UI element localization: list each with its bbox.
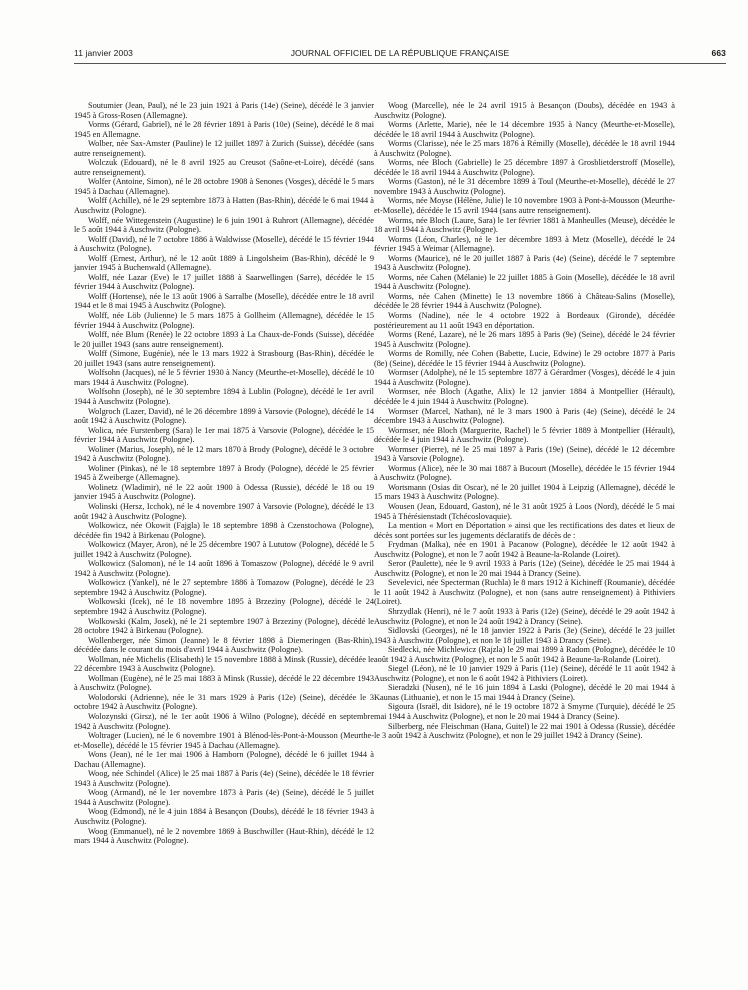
record-entry: Worms (Gaston), né le 31 décembre 1899 à Toul (Meurthe-et-Moselle), décédé le 27 novembre 1943 à Auschwitz (Pologne). bbox=[374, 177, 675, 196]
record-entry: Wolff, née Löb (Julienne) le 5 mars 1875 à Gollheim (Allemagne), décédée le 15 février 1944 à Auschwitz (Pologne). bbox=[74, 311, 374, 330]
record-entry: Wolkowski (Kalm, Josek), né le 21 septembre 1907 à Brzeziny (Pologne), décédé le 28 octobre 1942 à Birkenau (Pologne). bbox=[74, 616, 374, 636]
record-entry: Worms, née Bloch (Laure, Sara) le 1er février 1881 à Manheulles (Meuse), décédée le 18 avril 1944 à Auschwitz (Pologne). bbox=[374, 215, 675, 235]
record-entry: Wormser (Pierre), né le 25 mai 1897 à Paris (19e) (Seine), décédé le 12 décembre 1943 à Varsovie (Pologne). bbox=[374, 444, 675, 464]
journal-title: JOURNAL OFFICIEL DE LA RÉPUBLIQUE FRANÇAISE bbox=[290, 48, 510, 58]
record-entry: Shrzydlak (Henri), né le 7 août 1933 à Paris (12e) (Seine), décédé le 29 août 1942 à Auschwitz (Pologne), et non le 24 août 1942 à Drancy (Seine). bbox=[374, 606, 675, 626]
page-number: 663 bbox=[711, 48, 726, 58]
record-entry: Wolff (David), né le 7 octobre 1886 à Waldwisse (Moselle), décédé le 15 février 1944 à Auschwitz (Pologne). bbox=[74, 234, 374, 254]
record-entry: Vorms (Gérard, Gabriel), né le 28 février 1891 à Paris (10e) (Seine), décédé le 8 mai 1945 en Allemagne. bbox=[74, 120, 374, 139]
record-entry: Woog (Armand), né le 1er novembre 1873 à Paris (4e) (Seine), décédé le 5 juillet 1944 à Auschwitz (Pologne). bbox=[74, 788, 374, 807]
record-entry: Wolfsohn (Joseph), né le 30 septembre 1894 à Lublin (Pologne), décédé le 1er avril 1944 à Auschwitz (Pologne). bbox=[74, 387, 374, 406]
record-entry: Sigoura (Israël, dit Isidore), né le 19 octobre 1872 à Smyrne (Turquie), décédé le 25 mai 1944 à Auschwitz (Pologne), et non le 20 mai 1944 à Drancy (Seine). bbox=[374, 702, 675, 721]
left-column bbox=[74, 101, 374, 846]
record-entry: Woog (Emmanuel), né le 2 novembre 1869 à Buschwiller (Haut-Rhin), décédé le 12 mars 1944 à Auschwitz (Pologne). bbox=[74, 826, 374, 846]
right-column bbox=[374, 101, 675, 741]
record-entry: Wousen (Jean, Edouard, Gaston), né le 31 août 1925 à Loos (Nord), décédé le 5 mai 1945 à Thérésienstadt (Tchécoslovaquie). bbox=[374, 501, 675, 521]
record-entry: Wolczuk (Edouard), né le 8 avril 1925 au Creusot (Saône-et-Loire), décédé (sans autre renseignement). bbox=[74, 158, 374, 177]
record-entry: Wons (Jean), né le 1er mai 1906 à Hamborn (Pologne), décédé le 6 juillet 1944 à Dachau (Allemagne). bbox=[74, 750, 374, 769]
record-entry: Wolinski (Hersz, Icchok), né le 4 novembre 1907 à Varsovie (Pologne), décédé le 13 août 1942 à Auschwitz (Pologne). bbox=[74, 501, 374, 521]
record-entry: Wollman, née Michelis (Elisabeth) le 15 novembre 1888 à Minsk (Russie), décédée le 22 décembre 1943 à Auschwitz (Pologne). bbox=[74, 654, 374, 674]
record-entry: Worms (Clarisse), née le 25 mars 1876 à Rémilly (Moselle), décédée le 18 avril 1944 à Auschwitz (Pologne). bbox=[374, 139, 675, 158]
record-entry: Soutumier (Jean, Paul), né le 23 juin 1921 à Paris (14e) (Seine), décédé le 3 janvier 1945 à Gross-Rosen (Allemagne). bbox=[74, 101, 374, 120]
record-entry: Wolff (Simone, Eugénie), née le 13 mars 1922 à Strasbourg (Bas-Rhin), décédée le 20 juillet 1943 (sans autre renseignement). bbox=[74, 349, 374, 368]
record-entry: Siegel (Léon), né le 10 janvier 1929 à Paris (11e) (Seine), décédé le 11 août 1942 à Auschwitz (Pologne), et non le 6 août 1942 à Pithiviers (Loiret). bbox=[374, 664, 675, 683]
record-entry: Wolkowicz (Yankel), né le 27 septembre 1886 à Tomazow (Pologne), décédé le 23 septembre 1942 à Auschwitz (Pologne). bbox=[74, 578, 374, 597]
record-entry: Wolkowski (Icek), né le 18 novembre 1895 à Brzeziny (Pologne), décédé le 24 septembre 1942 à Auschwitz (Pologne). bbox=[74, 597, 374, 616]
record-entry: Worms, née Moyse (Hélène, Julie) le 10 novembre 1903 à Pont-à-Mousson (Meurthe-et-Moselle), décédée le 15 avril 1944 (sans autre renseignement). bbox=[374, 196, 675, 216]
record-entry: La mention « Mort en Déportation » ainsi que les rectifications des dates et lieux de décès sont portées sur les jugements déclaratifs de décès de : bbox=[374, 521, 675, 540]
record-entry: Woltrager (Lucien), né le 6 novembre 1901 à Blénod-lès-Pont-à-Mousson (Meurthe-et-Moselle), décédé le 15 février 1945 à Dachau (Allemagne). bbox=[74, 731, 374, 750]
record-entry: Wolkowicz, née Okowit (Fajgla) le 18 septembre 1898 à Czenstochowa (Pologne), décédée fin 1942 à Birkenau (Pologne). bbox=[74, 521, 374, 540]
record-entry: Worms (Arlette, Marie), née le 14 décembre 1935 à Nancy (Meurthe-et-Moselle), décédée le 18 avril 1944 à Auschwitz (Pologne). bbox=[374, 120, 675, 139]
record-entry: Frydman (Malka), née en 1901 à Pacanow (Pologne), décédée le 12 août 1942 à Auschwitz (Pologne), et non le 7 août 1942 à Beaune-la-Rolande (Loiret). bbox=[374, 540, 675, 559]
record-entry: Wormser (Adolphe), né le 15 septembre 1877 à Gérardmer (Vosges), décédé le 4 juin 1944 à Auschwitz (Pologne). bbox=[374, 368, 675, 387]
record-entry: Wolfer (Antoine, Simon), né le 28 octobre 1908 à Senones (Vosges), décédé le 5 mars 1945 à Dachau (Allemagne). bbox=[74, 177, 374, 196]
record-entry: Woog (Edmond), né le 4 juin 1884 à Besançon (Doubs), décédé le 18 février 1943 à Auschwitz (Pologne). bbox=[74, 807, 374, 827]
record-entry: Sevelevici, née Specterman (Ruchla) le 8 mars 1912 à Kichineff (Roumanie), décédée le 11 août 1942 à Auschwitz (Pologne), et non (sans autre renseignement) à Pithiviers (Loiret). bbox=[374, 578, 675, 607]
record-entry: Wormus (Alice), née le 30 mai 1887 à Bucourt (Moselle), décédée le 15 février 1944 à Auschwitz (Pologne). bbox=[374, 463, 675, 483]
record-entry: Silberberg, née Fleischman (Hana, Guitel) le 22 mai 1901 à Odessa (Russie), décédée le 3 août 1942 à Auschwitz (Pologne), et non le 29 juillet 1942 à Drancy (Seine). bbox=[374, 721, 675, 741]
record-entry: Worms (René, Lazare), né le 26 mars 1895 à Paris (9e) (Seine), décédé le 24 février 1945 à Auschwitz (Pologne). bbox=[374, 330, 675, 349]
record-entry: Wolber, née Sax-Amster (Pauline) le 12 juillet 1897 à Zurich (Suisse), décédée (sans autre renseignement). bbox=[74, 139, 374, 158]
record-entry: Wolff (Ernest, Arthur), né le 12 août 1889 à Lingolsheim (Bas-Rhin), décédé le 9 janvier 1945 à Buchenwald (Allemagne). bbox=[74, 253, 374, 273]
record-entry: Wolkowicz (Mayer, Aron), né le 25 décembre 1907 à Lututow (Pologne), décédé le 5 juillet 1942 à Auschwitz (Pologne). bbox=[74, 540, 374, 559]
record-entry: Siedlecki, née Michlewicz (Rajzla) le 29 mai 1899 à Radom (Pologne), décédée le 10 août 1942 à Auschwitz (Pologne), et non le 5 août 1942 à Beaune-la-Rolande (Loiret). bbox=[374, 645, 675, 664]
record-entry: Wolff (Hortense), née le 13 août 1906 à Sarralbe (Moselle), décédée entre le 18 avril 1944 et le 8 mai 1945 à Auschwitz (Pologne). bbox=[74, 291, 374, 311]
record-entry: Wormser (Marcel, Nathan), né le 3 mars 1900 à Paris (4e) (Seine), décédé le 24 décembre 1943 à Auschwitz (Pologne). bbox=[374, 406, 675, 426]
record-entry: Woog (Marcelle), née le 24 avril 1915 à Besançon (Doubs), décédée en 1943 à Auschwitz (Pologne). bbox=[374, 101, 675, 120]
record-entry: Worms, née Cahen (Mélanie) le 22 juillet 1885 à Goin (Moselle), décédée le 18 avril 1944 à Auschwitz (Pologne). bbox=[374, 272, 675, 292]
record-entry: Worms de Romilly, née Cohen (Babette, Lucie, Edwine) le 29 octobre 1877 à Paris (8e) (Seine), décédée le 15 février 1944 à Auschwitz (Pologne). bbox=[374, 349, 675, 368]
record-entry: Worms (Nadine), née le 4 octobre 1922 à Bordeaux (Gironde), décédée postérieurement au 11 août 1943 en déportation. bbox=[374, 311, 675, 330]
record-entry: Wolff, née Lazar (Eve) le 17 juillet 1888 à Saarwellingen (Sarre), décédée le 15 février 1944 à Auschwitz (Pologne). bbox=[74, 272, 374, 292]
record-entry: Woog, née Schindel (Alice) le 25 mai 1887 à Paris (4e) (Seine), décédée le 18 février 1943 à Auschwitz (Pologne). bbox=[74, 769, 374, 788]
record-entry: Wollenberger, née Simon (Jeanne) le 8 février 1898 à Diemeringen (Bas-Rhin), décédée dans le courant du mois d'avril 1944 à Auschwitz (Pologne). bbox=[74, 635, 374, 655]
record-entry: Wolodorski (Adrienne), née le 31 mars 1929 à Paris (12e) (Seine), décédée le 3 octobre 1942 à Auschwitz (Pologne). bbox=[74, 692, 374, 712]
record-entry: Woliner (Marius, Joseph), né le 12 mars 1870 à Brody (Pologne), décédé le 3 octobre 1942 à Auschwitz (Pologne). bbox=[74, 444, 374, 464]
record-entry: Woliner (Pinkas), né le 18 septembre 1897 à Brody (Pologne), décédé le 25 février 1945 à Zweiberge (Allemagne). bbox=[74, 463, 374, 483]
record-entry: Worms, née Bloch (Gabrielle) le 25 décembre 1897 à Grosblietderstroff (Moselle), décédée le 18 avril 1944 à Auschwitz (Pologne). bbox=[374, 158, 675, 177]
record-entry: Wolozynski (Girsz), né le 1er août 1906 à Wilno (Pologne), décédé en septembre 1942 à Auschwitz (Pologne). bbox=[74, 712, 374, 731]
record-entry: Wolica, née Furstenberg (Sara) le 1er mai 1875 à Varsovie (Pologne), décédée le 15 février 1944 à Auschwitz (Pologne). bbox=[74, 425, 374, 445]
record-entry: Sieradzki (Nusen), né le 16 juin 1894 à Laski (Pologne), décédé le 20 mai 1944 à Kaunas (Lithuanie), et non le 15 mai 1944 à Drancy (Seine). bbox=[374, 683, 675, 702]
record-entry: Wolkowicz (Salomon), né le 14 août 1896 à Tomaszow (Pologne), décédé le 9 avril 1942 à Auschwitz (Pologne). bbox=[74, 559, 374, 578]
record-entry: Worms (Maurice), né le 20 juillet 1887 à Paris (4e) (Seine), décédé le 7 septembre 1943 à Auschwitz (Pologne). bbox=[374, 253, 675, 273]
record-entry: Wolff (Achille), né le 29 septembre 1873 à Hatten (Bas-Rhin), décédé le 6 mai 1944 à Auschwitz (Pologne). bbox=[74, 196, 374, 216]
record-entry: Wormser, née Bloch (Agathe, Alix) le 12 janvier 1884 à Montpellier (Hérault), décédée le 4 juin 1944 à Auschwitz (Pologne). bbox=[374, 387, 675, 406]
issue-date: 11 janvier 2003 bbox=[74, 48, 133, 58]
record-entry: Wolinetz (Wladimir), né le 22 août 1900 à Odessa (Russie), décédé le 18 ou 19 janvier 1945 à Auschwitz (Pologne). bbox=[74, 482, 374, 502]
record-entry: Wortsmann (Osias dit Oscar), né le 20 juillet 1904 à Leipzig (Allemagne), décédé le 15 mars 1943 à Auschwitz (Pologne). bbox=[374, 482, 675, 502]
record-entry: Worms, née Cahen (Minette) le 13 novembre 1866 à Château-Salins (Moselle), décédée le 28 février 1944 à Auschwitz (Pologne). bbox=[374, 291, 675, 311]
record-entry: Wolff, née Blum (Renée) le 22 octobre 1893 à La Chaux-de-Fonds (Suisse), décédée le 20 juillet 1943 (sans autre renseignement). bbox=[74, 330, 374, 349]
record-entry: Sidlovski (Georges), né le 18 janvier 1922 à Paris (3e) (Seine), décédé le 23 juillet 1943 à Auschwitz (Pologne), et non le 18 juillet 1943 à Drancy (Seine). bbox=[374, 626, 675, 645]
record-entry: Wolgroch (Lazer, David), né le 26 décembre 1899 à Varsovie (Pologne), décédé le 14 août 1942 à Auschwitz (Pologne). bbox=[74, 406, 374, 426]
record-entry: Seror (Paulette), née le 9 avril 1933 à Paris (12e) (Seine), décédée le 25 mai 1944 à Auschwitz (Pologne), et non le 20 mai 1944 à Drancy (Seine). bbox=[374, 559, 675, 578]
record-entry: Wormser, née Bloch (Marguerite, Rachel) le 5 février 1889 à Montpellier (Hérault), décédée le 4 juin 1944 à Auschwitz (Pologne). bbox=[374, 425, 675, 445]
record-entry: Wolfsohn (Jacques), né le 5 février 1930 à Nancy (Meurthe-et-Moselle), décédé le 10 mars 1944 à Auschwitz (Pologne). bbox=[74, 368, 374, 387]
page-header bbox=[74, 48, 726, 62]
record-entry: Wolff, née Wittegenstein (Augustine) le 6 juin 1901 à Ruhrort (Allemagne), décédée le 5 août 1944 à Auschwitz (Pologne). bbox=[74, 215, 374, 235]
record-entry: Wollman (Eugène), né le 25 mai 1883 à Minsk (Russie), décédé le 22 décembre 1943 à Auschwitz (Pologne). bbox=[74, 673, 374, 693]
record-entry: Worms (Léon, Charles), né le 1er décembre 1893 à Metz (Moselle), décédé le 24 février 1945 à Weimar (Allemagne). bbox=[374, 234, 675, 254]
header-rule bbox=[74, 63, 726, 64]
